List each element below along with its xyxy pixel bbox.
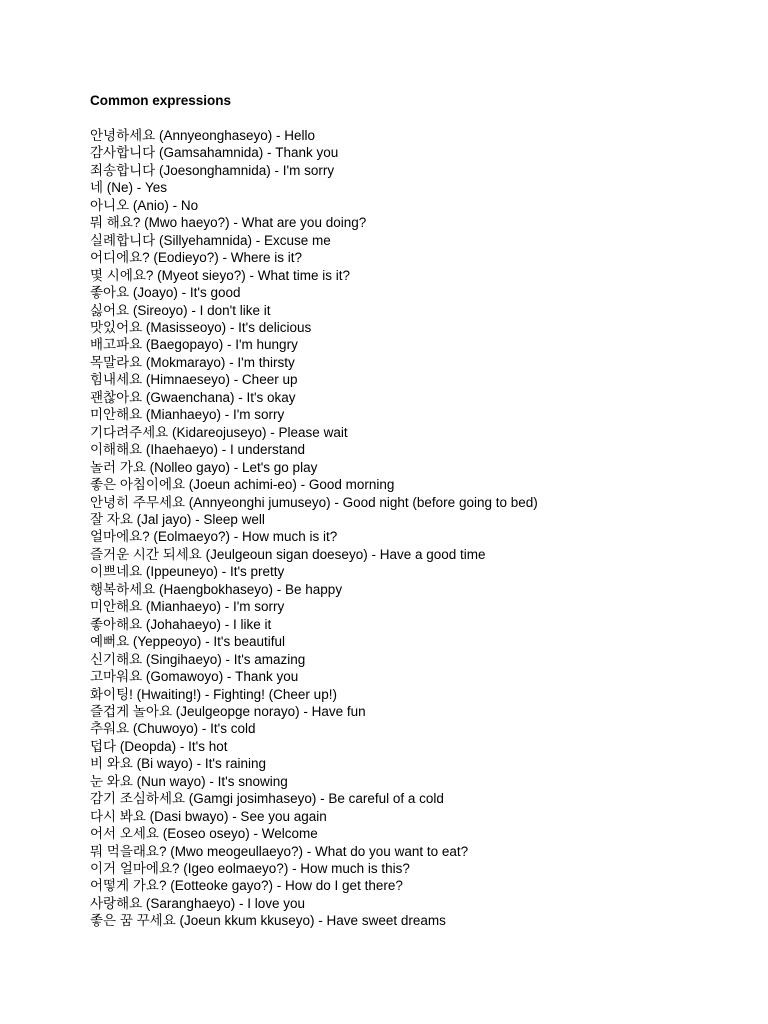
expression-line: 다시 봐요 (Dasi bwayo) - See you again	[90, 808, 327, 824]
expression-line: 감사합니다 (Gamsahamnida) - Thank you	[90, 145, 339, 161]
expression-line: 어디에요? (Eodieyo?) - Where is it?	[90, 250, 302, 266]
expression-line: 목말라요 (Mokmarayo) - I'm thirsty	[90, 354, 295, 370]
expression-line: 이거 얼마에요? (Igeo eolmaeyo?) - How much is this?	[90, 861, 410, 877]
expression-line: 아니오 (Anio) - No	[90, 197, 199, 213]
expression-line: 괜찮아요 (Gwaenchana) - It's okay	[90, 389, 296, 405]
expression-list	[90, 127, 750, 930]
document-page	[90, 92, 750, 930]
expression-line: 사랑해요 (Saranghaeyo) - I love you	[90, 895, 306, 911]
expression-line: 행복하세요 (Haengbokhaseyo) - Be happy	[90, 581, 343, 597]
expression-line: 이쁘네요 (Ippeuneyo) - It's pretty	[90, 564, 285, 580]
expression-line: 얼마에요? (Eolmaeyo?) - How much is it?	[90, 529, 338, 545]
expression-line: 화이팅! (Hwaiting!) - Fighting! (Cheer up!)	[90, 686, 337, 702]
expression-line: 이해해요 (Ihaehaeyo) - I understand	[90, 442, 306, 458]
expression-line: 배고파요 (Baegopayo) - I'm hungry	[90, 337, 298, 353]
expression-line: 안녕히 주무세요 (Annyeonghi jumuseyo) - Good night (before going to bed)	[90, 494, 538, 510]
expression-line: 눈 와요 (Nun wayo) - It's snowing	[90, 773, 288, 789]
section-heading: Common expressions	[90, 93, 232, 108]
expression-line: 기다려주세요 (Kidareojuseyo) - Please wait	[90, 424, 348, 440]
expression-line: 몇 시에요? (Myeot sieyo?) - What time is it?	[90, 267, 350, 283]
expression-line: 좋아요 (Joayo) - It's good	[90, 285, 241, 301]
expression-line: 미안해요 (Mianhaeyo) - I'm sorry	[90, 599, 285, 615]
expression-line: 덥다 (Deopda) - It's hot	[90, 738, 228, 754]
expression-line: 네 (Ne) - Yes	[90, 180, 168, 196]
expression-line: 고마워요 (Gomawoyo) - Thank you	[90, 669, 299, 685]
expression-line: 뭐 해요? (Mwo haeyo?) - What are you doing?	[90, 215, 367, 231]
expression-line: 추워요 (Chuwoyo) - It's cold	[90, 721, 256, 737]
expression-line: 잘 자요 (Jal jayo) - Sleep well	[90, 511, 265, 527]
expression-line: 좋아해요 (Johahaeyo) - I like it	[90, 616, 272, 632]
expression-line: 놀러 가요 (Nolleo gayo) - Let's go play	[90, 459, 318, 475]
expression-line: 좋은 꿈 꾸세요 (Joeun kkum kkuseyo) - Have sweet dreams	[90, 913, 446, 929]
expression-line: 어서 오세요 (Eoseo oseyo) - Welcome	[90, 826, 318, 842]
expression-line: 싫어요 (Sireoyo) - I don't like it	[90, 302, 271, 318]
expression-line: 죄송합니다 (Joesonghamnida) - I'm sorry	[90, 162, 335, 178]
expression-line: 어떻게 가요? (Eotteoke gayo?) - How do I get there?	[90, 878, 403, 894]
expression-line: 뭐 먹을래요? (Mwo meogeullaeyo?) - What do you want to eat?	[90, 843, 469, 859]
expression-line: 즐겁게 놀아요 (Jeulgeopge norayo) - Have fun	[90, 703, 366, 719]
expression-line: 신기해요 (Singihaeyo) - It's amazing	[90, 651, 306, 667]
expression-line: 힘내세요 (Himnaeseyo) - Cheer up	[90, 372, 298, 388]
expression-line: 미안해요 (Mianhaeyo) - I'm sorry	[90, 407, 285, 423]
expression-line: 감기 조심하세요 (Gamgi josimhaseyo) - Be careful of a cold	[90, 791, 444, 807]
expression-line: 안녕하세요 (Annyeonghaseyo) - Hello	[90, 128, 316, 143]
expression-line: 좋은 아침이에요 (Joeun achimi-eo) - Good morning	[90, 477, 395, 493]
expression-line: 실례합니다 (Sillyehamnida) - Excuse me	[90, 232, 331, 248]
expression-line: 비 와요 (Bi wayo) - It's raining	[90, 756, 266, 772]
expression-line: 맛있어요 (Masisseoyo) - It's delicious	[90, 319, 312, 335]
expression-line: 예뻐요 (Yeppeoyo) - It's beautiful	[90, 634, 286, 650]
expression-line: 즐거운 시간 되세요 (Jeulgeoun sigan doeseyo) - Have a good time	[90, 546, 486, 562]
